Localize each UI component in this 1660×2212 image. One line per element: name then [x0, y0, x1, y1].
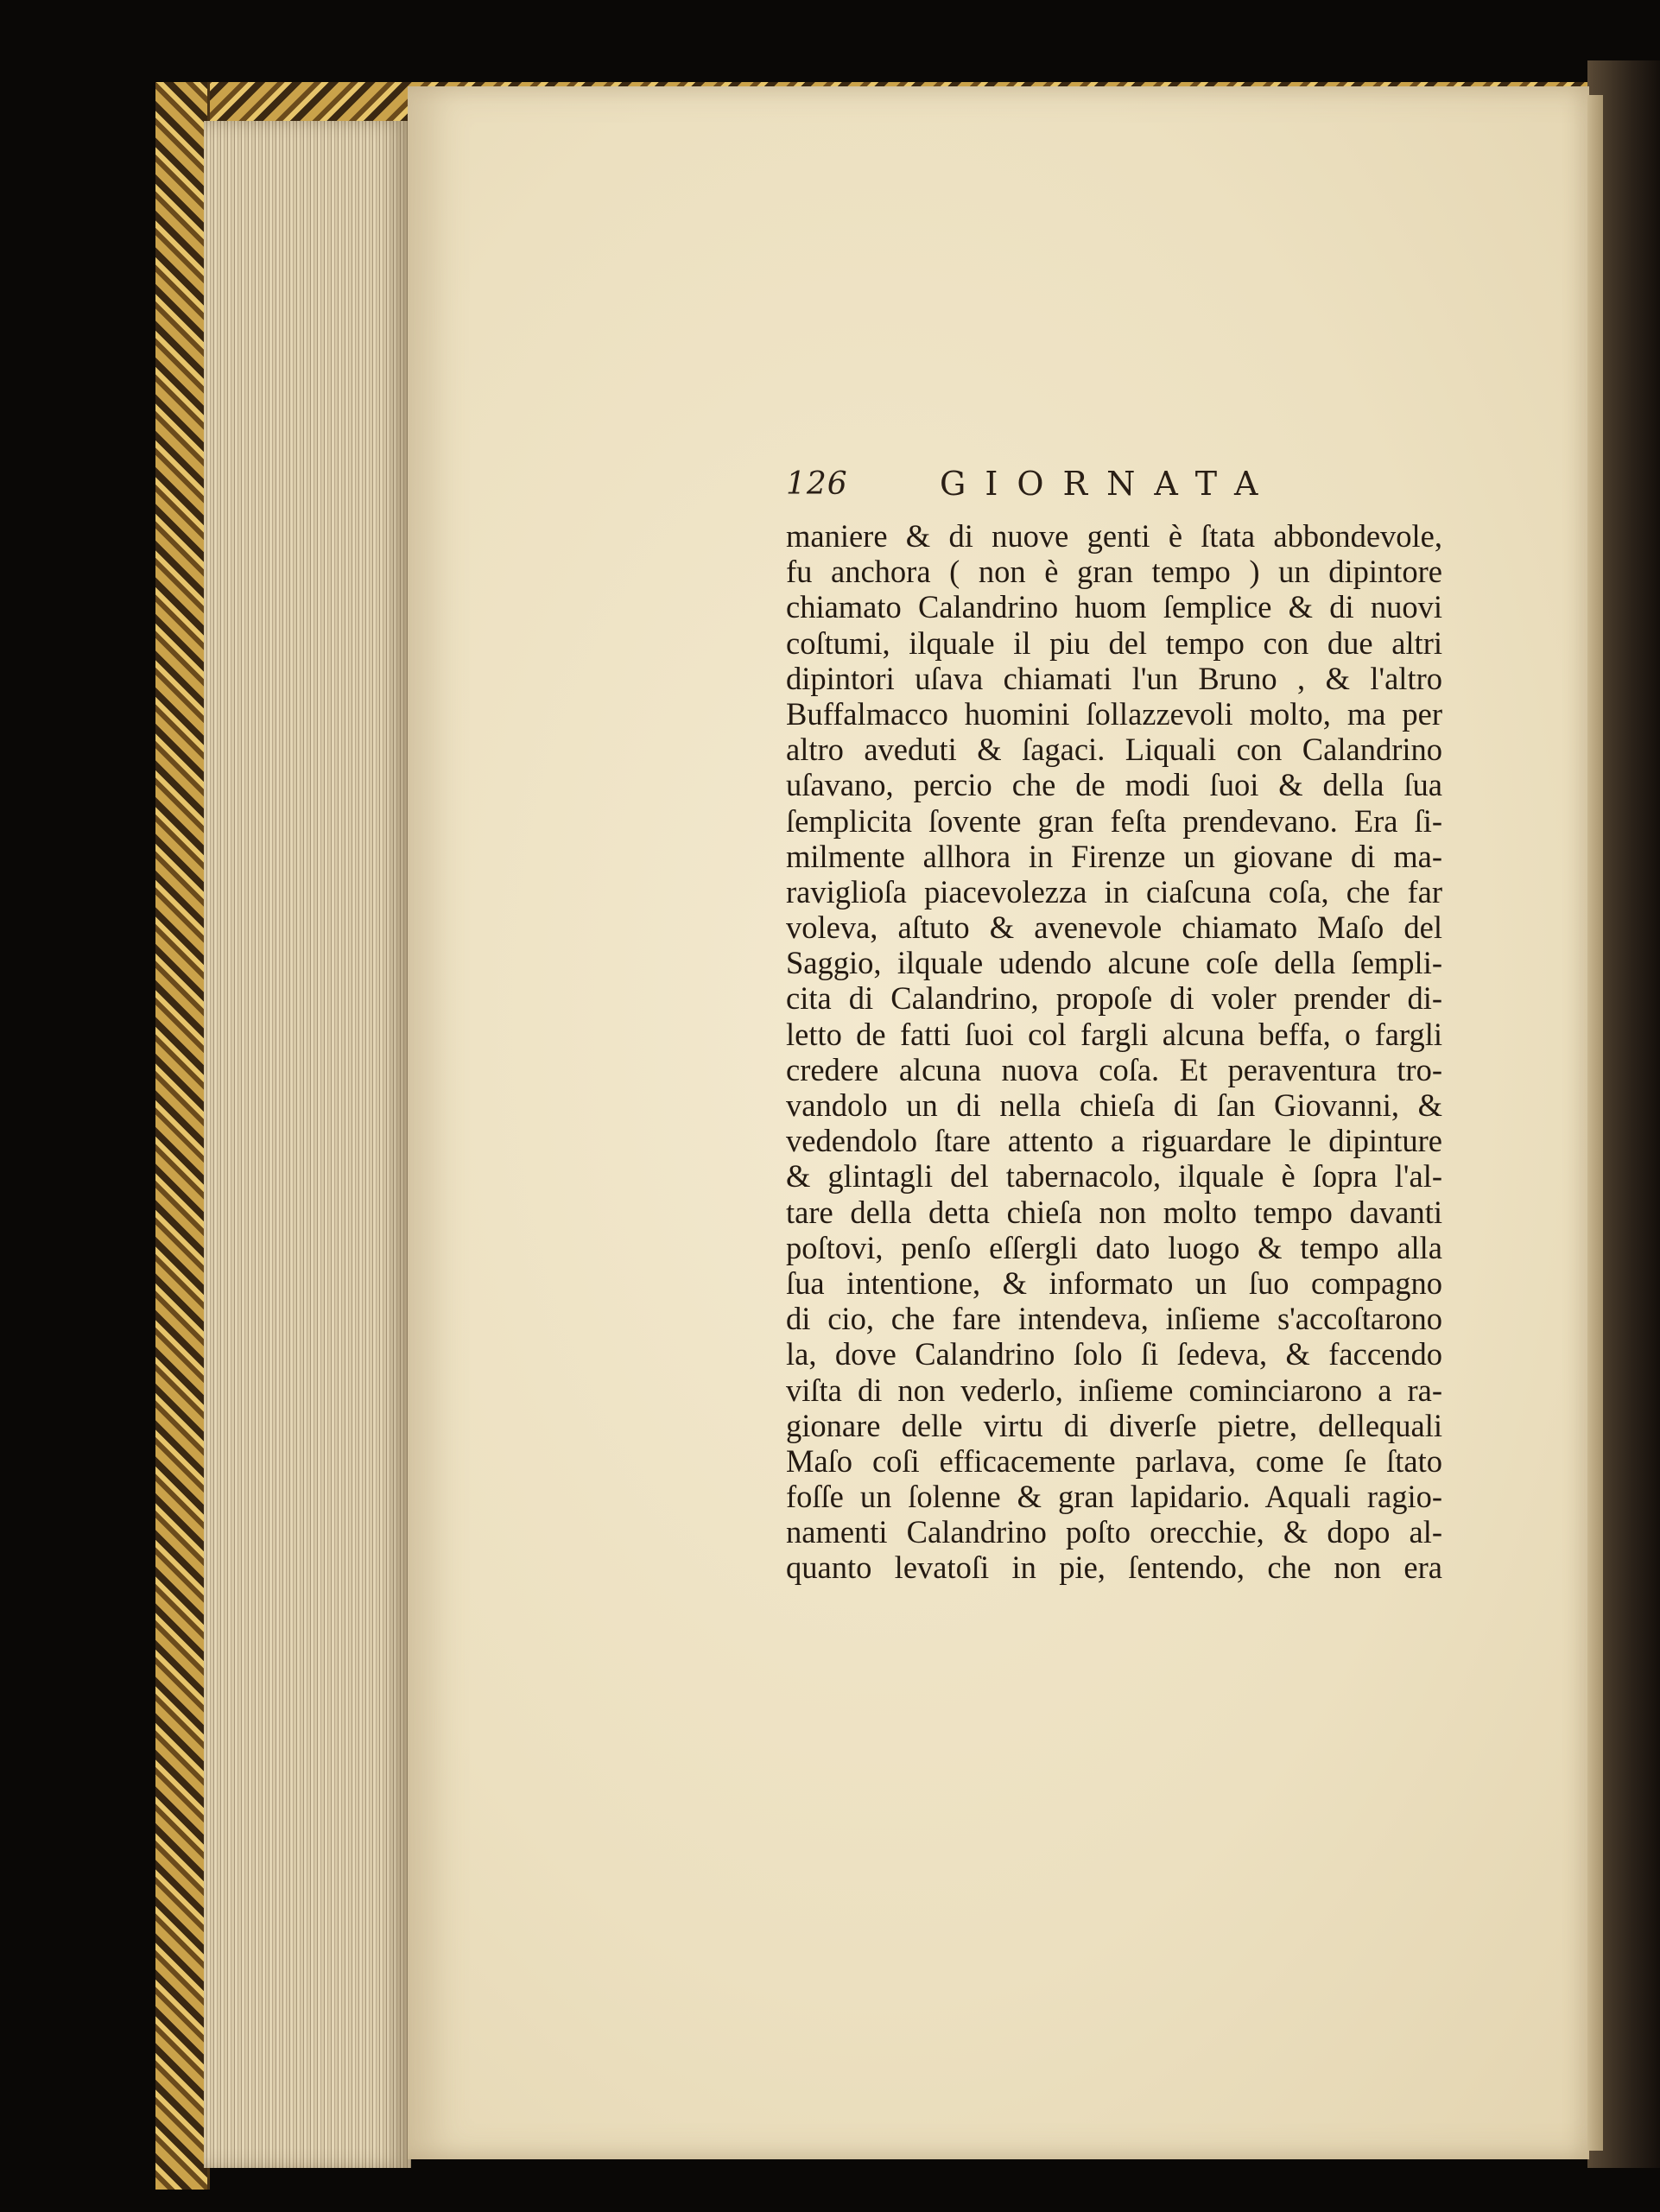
page-number: 126 [786, 466, 848, 502]
text-line: namenti Calandrino poſto orecchie, & dopo al- [786, 1514, 1442, 1550]
text-line: Buffalmacco huomini ſollazzevoli molto, ma per [786, 695, 1442, 732]
text-line: poſtovi, penſo eſſergli dato luogo & tempo alla [786, 1229, 1442, 1265]
text-line: & glintagli del tabernacolo, ilquale è ſopra l'al- [786, 1158, 1442, 1195]
running-head [786, 465, 1442, 508]
page-gutter-edge [1587, 95, 1603, 2151]
text-line: viſta di non vederlo, inſieme cominciarono a ra- [786, 1372, 1442, 1408]
text-line: di cio, che fare intendeva, inſieme s'accoſtarono [786, 1301, 1442, 1337]
text-line: cita di Calandrino, propoſe di voler prender di- [786, 980, 1442, 1017]
text-line: credere alcuna nuova coſa. Et peraventura tro- [786, 1051, 1442, 1087]
text-line: quanto levatoſi in pie, ſentendo, che non era [786, 1550, 1442, 1586]
running-head-title: GIORNATA [940, 465, 1277, 503]
text-line: coſtumi, ilquale il piu del tempo con due altri [786, 624, 1442, 661]
text-line: altro aveduti & ſagaci. Liquali con Calandrino [786, 732, 1442, 768]
text-line: tare della detta chieſa non molto tempo davanti [786, 1194, 1442, 1230]
text-line: la, dove Calandrino ſolo ſi ſedeva, & faccendo [786, 1336, 1442, 1372]
page-edges-stack [204, 121, 411, 2168]
text-line: chiamato Calandrino huom ſemplice & di nuovi [786, 589, 1442, 625]
text-line: letto de fatti ſuoi col fargli alcuna beffa, o fargli [786, 1016, 1442, 1052]
text-line: Maſo coſi efficacemente parlava, come ſe ſtato [786, 1442, 1442, 1479]
text-line: vandolo un di nella chieſa di ſan Giovanni, & [786, 1087, 1442, 1123]
text-line: voleva, aſtuto & avenevole chiamato Maſo del [786, 910, 1442, 946]
text-line: gionare delle virtu di diverſe pietre, dellequali [786, 1407, 1442, 1443]
text-line: raviglioſa piacevolezza in ciaſcuna coſa, che far [786, 873, 1442, 910]
text-line: Saggio, ilquale udendo alcune coſe della ſempli- [786, 945, 1442, 981]
body-text [786, 518, 1442, 1586]
text-line: ſua intentione, & informato un ſuo compagno [786, 1264, 1442, 1301]
text-line: uſavano, percio che de modi ſuoi & della ſua [786, 767, 1442, 803]
text-line: fu anchora ( non è gran tempo ) un dipintore [786, 554, 1442, 590]
text-line: dipintori uſava chiamati l'un Bruno , & l'altro [786, 660, 1442, 696]
text-line: maniere & di nuove genti è ſtata abbondevole, [786, 518, 1442, 554]
text-line: vedendolo ſtare attento a riguardare le dipinture [786, 1123, 1442, 1159]
gilt-cover-left-border [155, 82, 210, 2190]
text-line: milmente allhora in Firenze un giovane di ma- [786, 838, 1442, 874]
text-line: ſemplicita ſovente gran feſta prendevano. Era ſi- [786, 802, 1442, 839]
text-line: foſſe un ſolenne & gran lapidario. Aquali ragio- [786, 1479, 1442, 1515]
